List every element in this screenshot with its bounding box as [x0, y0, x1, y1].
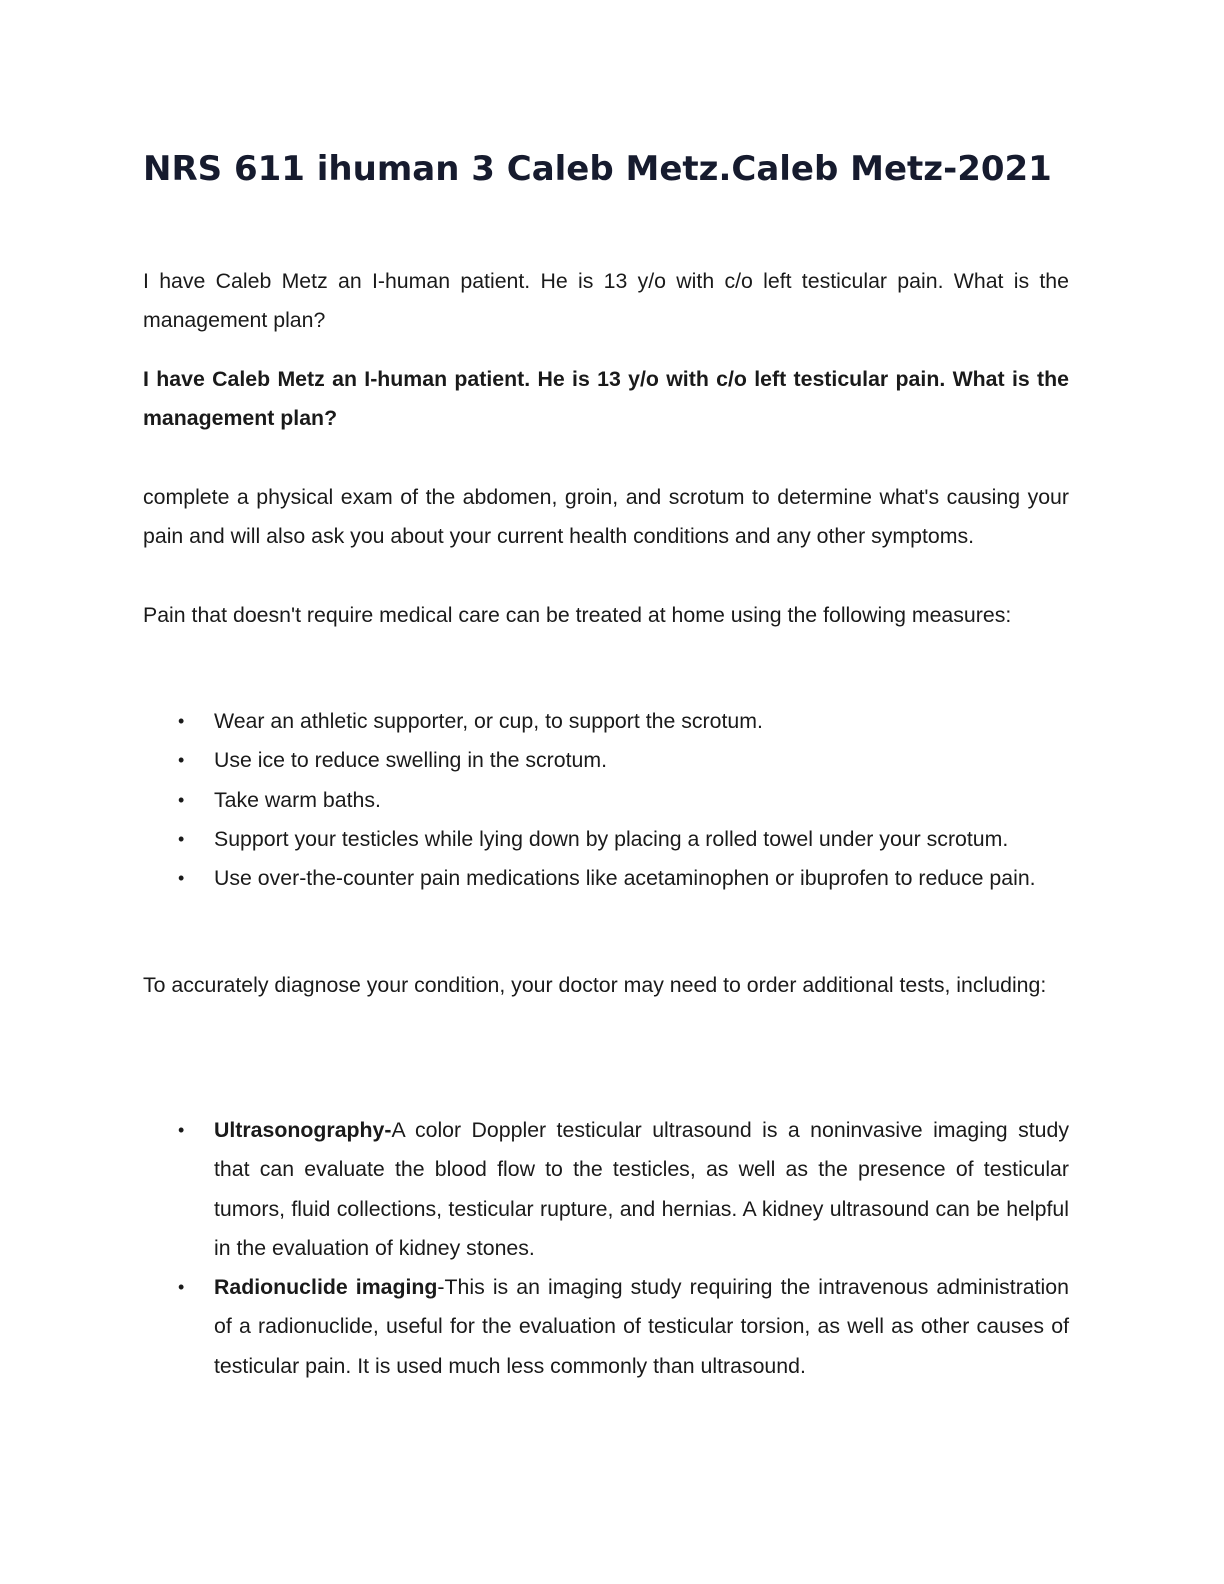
question-paragraph: I have Caleb Metz an I-human patient. He is 13 y/o with c/o left testicular pain. What is the management plan? [143, 269, 1069, 333]
list-item [143, 820, 1069, 859]
bullet-icon: • [178, 750, 185, 771]
answer-intro-paragraph: complete a physical exam of the abdomen, groin, and scrotum to determine what's causing your pain and will also ask you about your current health conditions and any other symptoms. [143, 485, 1069, 549]
list-item [143, 781, 1069, 820]
document-title: NRS 611 ihuman 3 Caleb Metz.Caleb Metz-2021 [143, 149, 1052, 189]
test-description: -This is an imaging study requiring the intravenous administration of a radionuclide, useful for the evaluation of testicular torsion, as well as other causes of testicular pain. It is used much less commonly than ultrasound. [214, 1275, 1069, 1378]
list-item-text: Use ice to reduce swelling in the scrotum. [214, 748, 607, 773]
list-item [143, 1268, 1069, 1386]
list-item-text: Use over-the-counter pain medications like acetaminophen or ibuprofen to reduce pain. [214, 866, 1036, 891]
bullet-icon: • [178, 828, 185, 849]
bullet-icon: • [178, 1120, 185, 1140]
home-care-intro-paragraph: Pain that doesn't require medical care can be treated at home using the following measures: [143, 603, 1012, 627]
bullet-icon: • [178, 711, 185, 731]
home-care-list [143, 702, 1069, 898]
list-item [143, 702, 1069, 741]
bullet-icon: • [178, 789, 185, 810]
question-heading-bold: I have Caleb Metz an I-human patient. He is 13 y/o with c/o left testicular pain. What is the management plan? [143, 367, 1069, 431]
list-item [143, 859, 1069, 898]
list-item-text: Support your testicles while lying down by placing a rolled towel under your scrotum. [214, 826, 1009, 851]
bullet-icon: • [178, 868, 185, 889]
test-description: A color Doppler testicular ultrasound is a noninvasive imaging study that can evaluate the blood flow to the testicles, as well as the presence of testicular tumors, fluid collections, testicular rupture, and hernias. A kidney ultrasound can be helpful in the evaluation of kidney stones. [214, 1118, 1069, 1260]
tests-list [143, 1111, 1069, 1386]
test-term: Ultrasonography- [214, 1118, 392, 1142]
test-term: Radionuclide imaging [214, 1275, 438, 1300]
list-item-text: Wear an athletic supporter, or cup, to support the scrotum. [214, 709, 763, 733]
list-item [143, 741, 1069, 780]
bullet-icon: • [178, 1277, 185, 1298]
list-item-text: Take warm baths. [214, 787, 381, 812]
list-item [143, 1111, 1069, 1268]
tests-intro-paragraph: To accurately diagnose your condition, your doctor may need to order additional tests, including: [143, 973, 1047, 997]
